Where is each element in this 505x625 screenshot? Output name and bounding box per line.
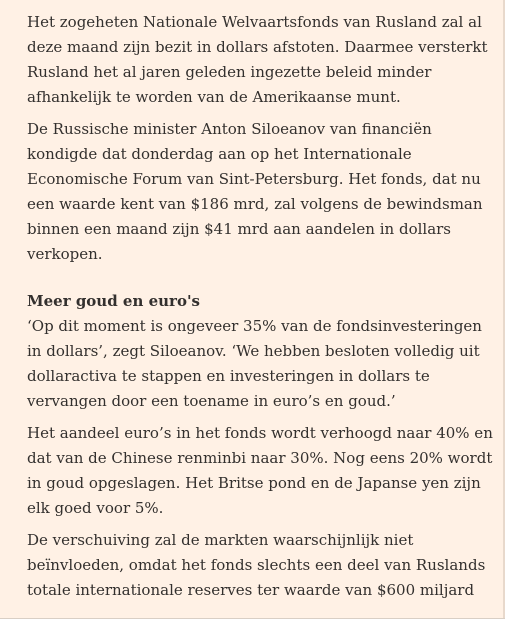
- bottom-edge: [0, 618, 505, 625]
- paragraph: ‘Op dit moment is ongeveer 35% van de fondsinvesteringen in dollars’, zegt Siloeanov. ‘We hebben besloten volledig uit dollaractiva te stappen en investeringen in dollars te vervangen door een toename in euro’s en goud.’: [27, 317, 482, 410]
- paragraph: De Russische minister Anton Siloeanov van financiën kondigde dat donderdag aan op het Internationale Economische Forum van Sint-Petersburg. Het fonds, dat nu een waarde kent van $186 mrd, zal volgens de bewindsman binnen een maand zijn $41 mrd aan aandelen in dollars verkopen.: [27, 120, 483, 263]
- paragraph: Het aandeel euro’s in het fonds wordt verhoogd naar 40% en dat van de Chinese renminbi naar 30%. Nog eens 20% wordt in goud opgeslagen. Het Britse pond en de Japanse yen zijn elk goed voor 5%.: [27, 424, 493, 517]
- section-subheading: Meer goud en euro's: [27, 292, 200, 310]
- paragraph: Het zogeheten Nationale Welvaartsfonds van Rusland zal al deze maand zijn bezit in dollars afstoten. Daarmee versterkt Rusland het al jaren geleden ingezette beleid minder afhankelijk te worden van de Amerikaanse munt.: [27, 13, 488, 106]
- paragraph: De verschuiving zal de markten waarschijnlijk niet beïnvloeden, omdat het fonds slechts een deel van Ruslands totale internationale reserves ter waarde van $600 miljard: [27, 531, 486, 599]
